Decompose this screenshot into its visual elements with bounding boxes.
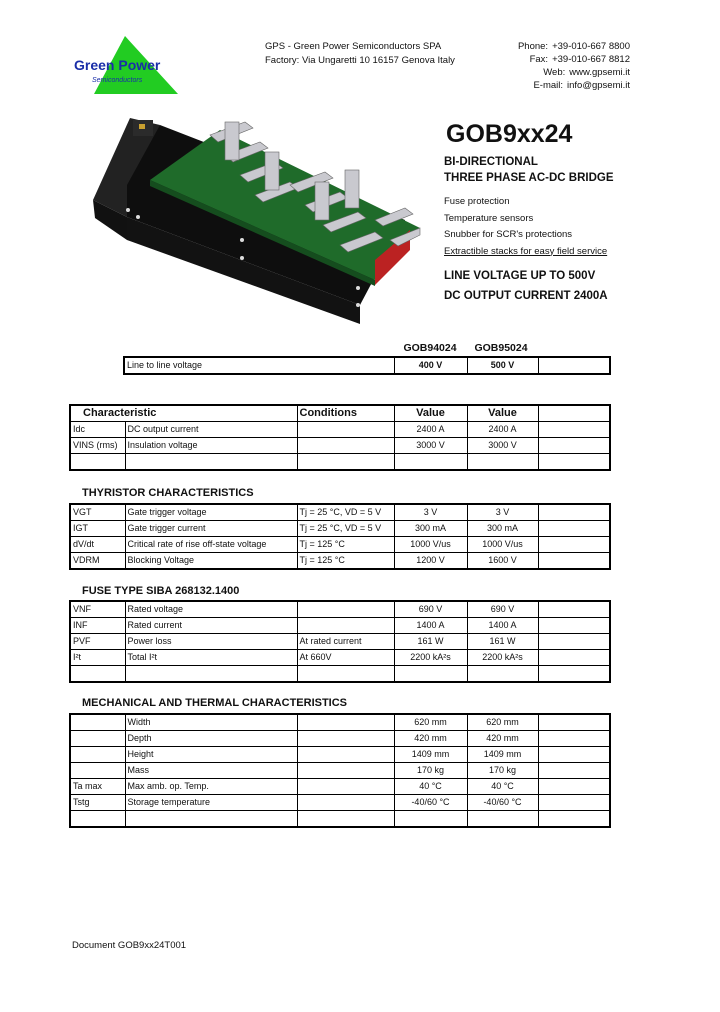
value2-cell: 1409 mm (467, 747, 538, 763)
table-row (70, 454, 610, 471)
fuse-table (69, 600, 611, 683)
contact-block (506, 40, 630, 92)
table-row (70, 731, 610, 747)
value2-cell: 2400 A (467, 422, 538, 438)
product-type (444, 154, 614, 186)
table-row (70, 634, 610, 650)
table-row (70, 504, 610, 521)
value2-cell: 690 V (467, 601, 538, 618)
fax-value: +39-010-667 8812 (552, 54, 630, 65)
empty-cell (538, 553, 610, 570)
empty-cell (538, 731, 610, 747)
empty-cell (538, 438, 610, 454)
value1-cell: -40/60 °C (394, 795, 467, 811)
empty-cell (538, 795, 610, 811)
value1-cell: 2400 A (394, 422, 467, 438)
desc-cell: Rated voltage (125, 601, 297, 618)
table-row (70, 795, 610, 811)
table-row (70, 537, 610, 553)
product-type-line1: BI-DIRECTIONAL (444, 156, 538, 168)
product-type-line2: THREE PHASE AC-DC BRIDGE (444, 172, 614, 184)
cond-cell (297, 795, 394, 811)
cond-cell (297, 731, 394, 747)
symbol-cell: Idc (70, 422, 125, 438)
ratings (444, 266, 608, 306)
col-header-value-1: Value (394, 405, 467, 422)
value2-cell: 161 W (467, 634, 538, 650)
empty-cell (538, 779, 610, 795)
symbol-cell (70, 731, 125, 747)
value1-cell: 1200 V (394, 553, 467, 570)
value2-cell: -40/60 °C (467, 795, 538, 811)
logo-name: Green Power (74, 57, 161, 73)
value1-cell: 40 °C (394, 779, 467, 795)
web-value[interactable]: www.gpsemi.it (569, 67, 630, 78)
model-header-1: GOB94024 (403, 342, 457, 354)
table-row (70, 666, 610, 683)
cond-cell (297, 422, 394, 438)
col-header-conditions: Conditions (297, 405, 394, 422)
feature-item: Fuse protection (444, 196, 510, 207)
main-char-table (69, 404, 611, 471)
value1-cell: 620 mm (394, 714, 467, 731)
value1-cell: 3 V (394, 504, 467, 521)
value1-cell: 1400 A (394, 618, 467, 634)
email-label: E-mail: (533, 80, 564, 91)
logo-sub: Semiconductors (92, 77, 143, 84)
feature-item: Extractible stacks for easy field service (444, 245, 608, 257)
symbol-cell: IGT (70, 521, 125, 537)
desc-cell: Power loss (125, 634, 297, 650)
table-row (70, 714, 610, 731)
symbol-cell: dV/dt (70, 537, 125, 553)
line-voltage-v1: 400 V (394, 357, 467, 374)
cond-cell (297, 779, 394, 795)
symbol-cell (70, 714, 125, 731)
symbol-cell: VGT (70, 504, 125, 521)
value1-cell: 1000 V/us (394, 537, 467, 553)
product-code: GOB9xx24 (446, 120, 573, 148)
section-title-fuse: FUSE TYPE SIBA 268132.1400 (82, 585, 240, 597)
empty-cell (538, 537, 610, 553)
table-row (70, 521, 610, 537)
table-row (70, 422, 610, 438)
section-title-thyristor: THYRISTOR CHARACTERISTICS (82, 487, 254, 499)
web-label: Web: (543, 67, 566, 78)
value1-cell: 300 mA (394, 521, 467, 537)
empty-cell (538, 521, 610, 537)
symbol-cell: Tstg (70, 795, 125, 811)
table-row (70, 763, 610, 779)
desc-cell: Total I²t (125, 650, 297, 666)
value2-cell: 40 °C (467, 779, 538, 795)
symbol-cell: INF (70, 618, 125, 634)
table-row (70, 747, 610, 763)
feature-item: Temperature sensors (444, 212, 534, 224)
cond-cell: At rated current (297, 634, 394, 650)
line-voltage-label: Line to line voltage (124, 357, 394, 374)
table-row (70, 779, 610, 795)
table-row (70, 811, 610, 828)
empty-cell (538, 618, 610, 634)
symbol-cell: Ta max (70, 779, 125, 795)
empty-cell (538, 634, 610, 650)
desc-cell: Max amb. op. Temp. (125, 779, 297, 795)
line-voltage-v2: 500 V (467, 357, 538, 374)
line-voltage-table (123, 356, 611, 375)
value2-cell: 1400 A (467, 618, 538, 634)
email-value[interactable]: info@gpsemi.it (567, 80, 630, 91)
company-name: GPS - Green Power Semiconductors SPA (265, 41, 442, 52)
value2-cell: 2200 kA²s (467, 650, 538, 666)
value1-cell: 2200 kA²s (394, 650, 467, 666)
desc-cell: Blocking Voltage (125, 553, 297, 570)
cond-cell (297, 714, 394, 731)
table-row (70, 618, 610, 634)
symbol-cell: VNF (70, 601, 125, 618)
desc-cell: Mass (125, 763, 297, 779)
symbol-cell: VDRM (70, 553, 125, 570)
value2-cell: 170 kg (467, 763, 538, 779)
desc-cell: Width (125, 714, 297, 731)
value1-cell: 3000 V (394, 438, 467, 454)
cond-cell (297, 601, 394, 618)
empty-cell (538, 357, 610, 374)
value2-cell: 420 mm (467, 731, 538, 747)
cond-cell: Tj = 25 °C, VD = 5 V (297, 504, 394, 521)
value2-cell: 1000 V/us (467, 537, 538, 553)
empty-cell (538, 650, 610, 666)
section-title-mechanical: MECHANICAL AND THERMAL CHARACTERISTICS (82, 697, 348, 709)
table-row (70, 601, 610, 618)
feature-item: Snubber for SCR's protections (444, 229, 573, 240)
value1-cell: 690 V (394, 601, 467, 618)
table-row (70, 650, 610, 666)
desc-cell: DC output current (125, 422, 297, 438)
cond-cell: Tj = 25 °C, VD = 5 V (297, 521, 394, 537)
cond-cell (297, 747, 394, 763)
value1-cell: 420 mm (394, 731, 467, 747)
cond-cell: Tj = 125 °C (297, 553, 394, 570)
cond-cell: At 660V (297, 650, 394, 666)
phone-value: +39-010-667 8800 (552, 41, 630, 52)
value1-cell: 1409 mm (394, 747, 467, 763)
company-block (265, 40, 455, 68)
symbol-cell (70, 763, 125, 779)
desc-cell: Critical rate of rise off-state voltage (125, 537, 297, 553)
rating-current: DC OUTPUT CURRENT 2400A (444, 290, 608, 302)
empty-cell (538, 405, 610, 422)
model-header-2: GOB95024 (474, 342, 528, 354)
cond-cell (297, 763, 394, 779)
company-address: Factory: Via Ungaretti 10 16157 Genova Italy (265, 55, 455, 66)
rating-voltage: LINE VOLTAGE UP TO 500V (444, 270, 596, 282)
empty-cell (538, 504, 610, 521)
value2-cell: 300 mA (467, 521, 538, 537)
document-id: Document GOB9xx24T001 (72, 940, 187, 951)
mechanical-table (69, 713, 611, 828)
feature-list (444, 194, 607, 260)
fax-label: Fax: (529, 54, 549, 65)
desc-cell: Rated current (125, 618, 297, 634)
product-image (75, 100, 425, 325)
desc-cell: Insulation voltage (125, 438, 297, 454)
value1-cell: 161 W (394, 634, 467, 650)
table-row (124, 357, 610, 374)
symbol-cell: VINS (rms) (70, 438, 125, 454)
symbol-cell: I²t (70, 650, 125, 666)
company-logo (70, 36, 180, 100)
desc-cell: Gate trigger voltage (125, 504, 297, 521)
col-header-value-2: Value (467, 405, 538, 422)
value2-cell: 3000 V (467, 438, 538, 454)
phone-label: Phone: (517, 41, 549, 52)
cond-cell (297, 438, 394, 454)
desc-cell: Depth (125, 731, 297, 747)
empty-cell (538, 763, 610, 779)
value2-cell: 620 mm (467, 714, 538, 731)
value2-cell: 3 V (467, 504, 538, 521)
value2-cell: 1600 V (467, 553, 538, 570)
desc-cell: Storage temperature (125, 795, 297, 811)
desc-cell: Gate trigger current (125, 521, 297, 537)
value1-cell: 170 kg (394, 763, 467, 779)
cond-cell (297, 618, 394, 634)
thyristor-table (69, 503, 611, 570)
symbol-cell: PVF (70, 634, 125, 650)
symbol-cell (70, 747, 125, 763)
empty-cell (538, 422, 610, 438)
table-header-row (70, 405, 610, 422)
empty-cell (538, 747, 610, 763)
empty-cell (538, 714, 610, 731)
col-header-characteristic: Characteristic (70, 405, 297, 422)
desc-cell: Height (125, 747, 297, 763)
table-row (70, 553, 610, 570)
empty-cell (538, 601, 610, 618)
cond-cell: Tj = 125 °C (297, 537, 394, 553)
table-row (70, 438, 610, 454)
